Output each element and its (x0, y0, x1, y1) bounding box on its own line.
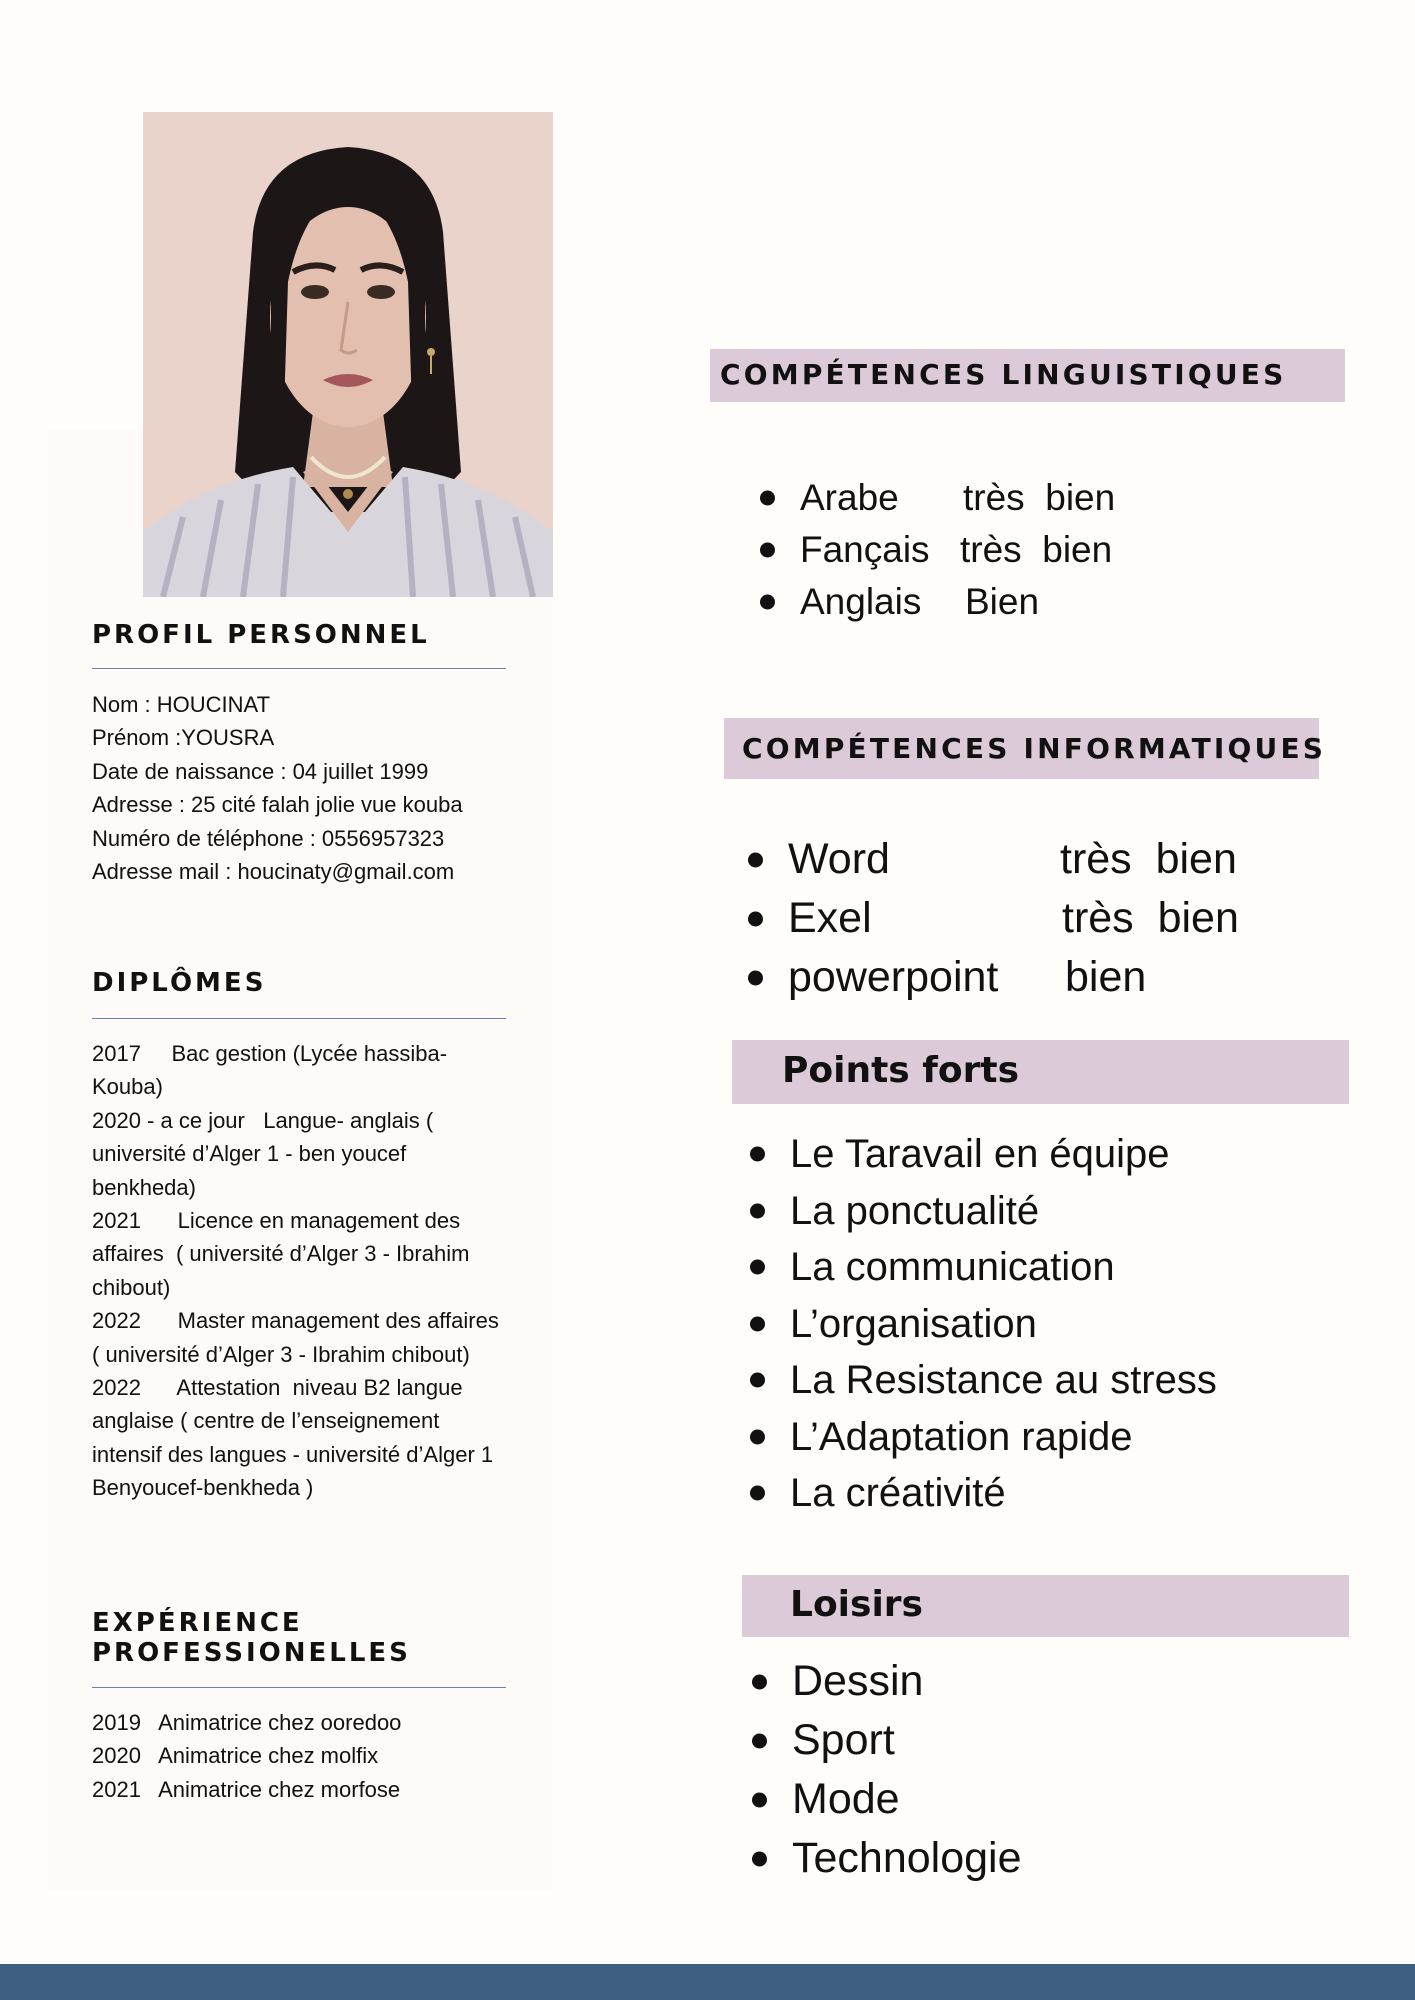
experience-title-line2: PROFESSIONELLES (92, 1638, 411, 1668)
diplome-item: 2020 - a ce jour Langue- anglais ( université d’Alger 1 - ben youcef benkheda) (92, 1107, 440, 1200)
experience-list (92, 1706, 512, 1806)
footer-bar (0, 1964, 1415, 2000)
profil-line: Adresse mail : houcinaty@gmail.com (92, 859, 455, 885)
language-item (756, 524, 1115, 576)
software-item (744, 948, 1239, 1007)
experience-divider (92, 1687, 506, 1688)
language-item (756, 472, 1115, 524)
software-level: très bien (1062, 894, 1239, 942)
diplome-item: 2021 Licence en management des affaires ( université d’Alger 3 - Ibrahim chibout) (92, 1208, 476, 1300)
experience-item: 2021 Animatrice chez morfose (92, 1776, 401, 1802)
software-item (744, 889, 1239, 948)
strength-item: L’Adaptation rapide (746, 1409, 1217, 1466)
loisirs-title: Loisirs (790, 1584, 923, 1625)
diplome-item: 2022 Attestation niveau B2 langue anglaise ( centre de l’enseignement intensif des langues - université d’Alger 1 Benyoucef-benkheda ) (92, 1375, 500, 1501)
profil-divider (92, 668, 506, 669)
profil-line: Date de naissance : 04 juillet 1999 (92, 758, 429, 784)
linguistiques-title: COMPÉTENCES LINGUISTIQUES (720, 358, 1287, 391)
hobby-item: Mode (748, 1770, 1022, 1829)
hobby-item: Sport (748, 1711, 1022, 1770)
loisirs-list (748, 1652, 1022, 1888)
informatiques-title: COMPÉTENCES INFORMATIQUES (742, 732, 1327, 765)
informatiques-list (744, 830, 1239, 1007)
strength-item: La Resistance au stress (746, 1352, 1217, 1409)
hobby-item: Technologie (748, 1829, 1022, 1888)
diplome-item: 2017 Bac gestion (Lycée hassiba-Kouba) (92, 1041, 448, 1100)
language-level: Bien (965, 581, 1040, 622)
language-item (756, 576, 1115, 628)
diplome-item: 2022 Master management des affaires ( université d’Alger 3 - Ibrahim chibout) (92, 1308, 512, 1367)
points-forts-title: Points forts (782, 1050, 1020, 1091)
experience-item: 2019 Animatrice chez ooredoo (92, 1710, 402, 1735)
software-name: Exel (788, 894, 872, 942)
strength-item: La créativité (746, 1465, 1217, 1522)
diplomes-title: DIPLÔMES (92, 968, 267, 998)
profil-line: Numéro de téléphone : 0556957323 (92, 825, 445, 851)
strength-item: Le Taravail en équipe (746, 1126, 1217, 1183)
language-name: Anglais (800, 581, 922, 622)
software-level: bien (1065, 953, 1147, 1001)
language-level: très bien (963, 477, 1116, 518)
experience-title-line1: EXPÉRIENCE (92, 1608, 303, 1638)
profil-line: Adresse : 25 cité falah jolie vue kouba (92, 792, 463, 818)
software-name: powerpoint (788, 953, 999, 1001)
software-item (744, 830, 1239, 889)
points-forts-list (746, 1126, 1217, 1522)
portrait-illustration (143, 112, 553, 597)
profil-title: PROFIL PERSONNEL (92, 620, 430, 650)
diplomes-list (92, 1037, 512, 1505)
profil-line: Prénom :YOUSRA (92, 725, 275, 751)
software-name: Word (788, 835, 890, 883)
software-level: très bien (1060, 835, 1237, 883)
language-level: très bien (960, 529, 1113, 570)
strength-item: La communication (746, 1239, 1217, 1296)
profil-list (92, 688, 512, 888)
profile-photo (143, 112, 553, 597)
language-name: Fançais (800, 529, 930, 570)
hobby-item: Dessin (748, 1652, 1022, 1711)
diplomes-divider (92, 1018, 506, 1019)
linguistiques-list (756, 472, 1115, 628)
profil-line: Nom : HOUCINAT (92, 692, 271, 717)
experience-item: 2020 Animatrice chez molfix (92, 1743, 379, 1769)
strength-item: L’organisation (746, 1296, 1217, 1353)
language-name: Arabe (800, 477, 899, 518)
strength-item: La ponctualité (746, 1183, 1217, 1240)
experience-title (92, 1608, 411, 1668)
